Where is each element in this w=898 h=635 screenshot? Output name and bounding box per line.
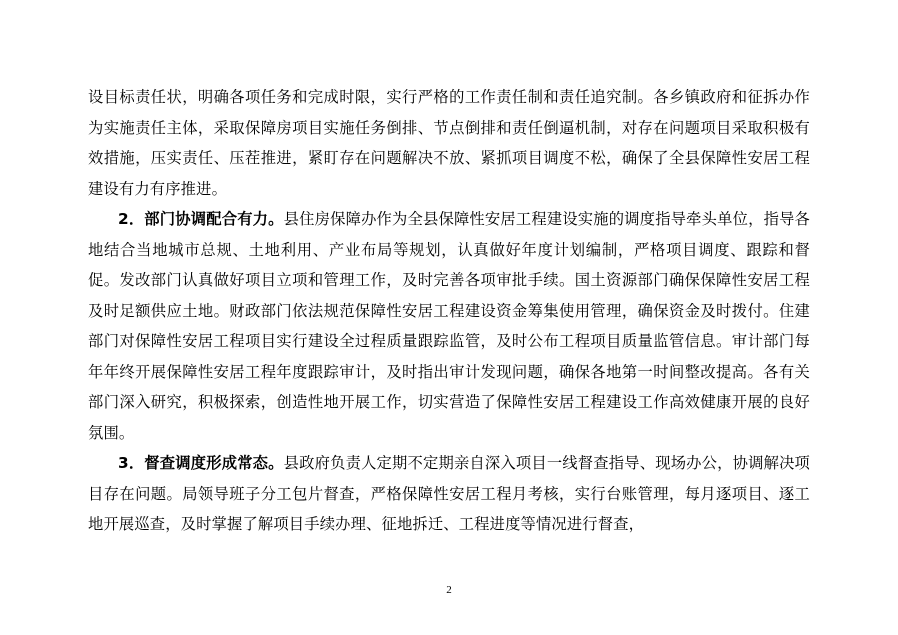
paragraph-text: 设目标责任状，明确各项任务和完成时限，实行严格的工作责任制和责任追究制。各乡镇政府和征拆办作为实施责任主体，采取保障房项目实施任务倒排、节点倒排和责任倒逼机制，对存在问题项目采取积极有效措施，压实责任、压茬推进，紧盯存在问题解决不放、紧抓项目调度不松，确保了全县保障性安居工程建设有力有序推进。 (88, 88, 810, 198)
paragraph-supervision (88, 448, 810, 540)
paragraph-heading: 2．部门协调配合有力。 (118, 210, 284, 228)
paragraph-continuation (88, 82, 810, 204)
page-number: 2 (446, 584, 452, 596)
paragraph-text: 县政府负责人定期不定期亲自深入项目一线督查指导、现场办公，协调解决项目存在问题。局领导班子分工包片督查，严格保障性安居工程月考核，实行台账管理，每月逐项目、逐工地开展巡查，及时掌握了解项目手续办理、征地拆迁、工程进度等情况进行督查， (88, 454, 811, 533)
paragraph-text: 县住房保障办作为全县保障性安居工程建设实施的调度指导牵头单位，指导各地结合当地城市总规、土地利用、产业布局等规划，认真做好年度计划编制，严格项目调度、跟踪和督促。发改部门认真做好项目立项和管理工作，及时完善各项审批手续。国土资源部门确保保障性安居工程及时足额供应土地。财政部门依法规范保障性安居工程建设资金筹集使用管理，确保资金及时拨付。住建部门对保障性安居工程项目实行建设全过程质量跟踪监管，及时公布工程项目质量监管信息。审计部门每年年终开展保障性安居工程年度跟踪审计，及时指出审计发现问题，确保各地第一时间整改提高。各有关部门深入研究，积极探索，创造性地开展工作，切实营造了保障性安居工程建设工作高效健康开展的良好氛围。 (88, 210, 811, 442)
paragraph-heading: 3．督查调度形成常态。 (118, 454, 284, 472)
body-text (88, 82, 810, 540)
paragraph-department-coordination (88, 204, 810, 448)
